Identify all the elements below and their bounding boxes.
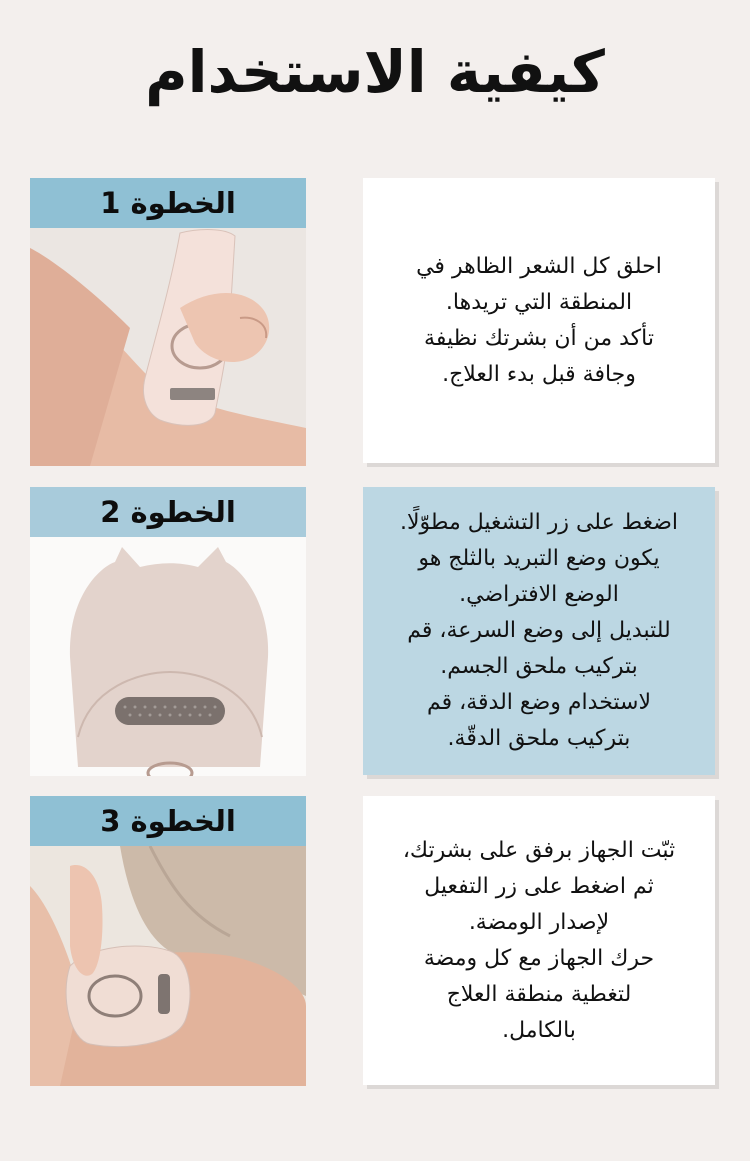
step-3-card: [363, 796, 715, 1085]
step-3-line: حرك الجهاز مع كل ومضة: [423, 945, 655, 971]
step-2-line: لاستخدام وضع الدقة، قم: [426, 690, 652, 715]
step-2-line: للتبديل إلى وضع السرعة، قم: [407, 618, 671, 643]
step-1-line: وجافة قبل بدء العلاج.: [442, 361, 636, 387]
page-title: كيفية الاستخدام: [145, 38, 605, 106]
step-1-panel: [30, 178, 306, 466]
step-1-image: [30, 228, 306, 466]
step-3-line: ثبّت الجهاز برفق على بشرتك،: [402, 837, 676, 863]
step-3-image: [30, 846, 306, 1086]
step-1-card: [363, 178, 715, 463]
step-2-panel: [30, 487, 306, 776]
step-3-line: لتغطية منطقة العلاج: [446, 981, 632, 1007]
step-2-image: [30, 537, 306, 776]
step-2-line: بتركيب ملحق الجسم.: [440, 654, 638, 679]
step-3-line: ثم اضغط على زر التفعيل: [424, 873, 654, 899]
step-3-line: بالكامل.: [502, 1017, 576, 1043]
step-1-header: الخطوة 1: [30, 178, 306, 228]
step-3-line: لإصدار الومضة.: [468, 909, 610, 935]
step-1-line: المنطقة التي تريدها.: [445, 289, 633, 315]
step-2-line: بتركيب ملحق الدقّة.: [447, 726, 631, 751]
step-2-line: الوضع الافتراضي.: [459, 582, 619, 607]
step-2-text: [386, 505, 692, 757]
step-1-text: [402, 249, 676, 393]
step-3-panel: [30, 796, 306, 1086]
step-2-line: يكون وضع التبريد بالثلج هو: [418, 546, 660, 571]
step-2-card: [363, 487, 715, 775]
step-2-header: الخطوة 2: [30, 487, 306, 537]
step-3-header: الخطوة 3: [30, 796, 306, 846]
step-2-line: اضغط على زر التشغيل مطوّلًا.: [400, 510, 678, 535]
step-1-line: احلق كل الشعر الظاهر في: [416, 253, 662, 279]
step-3-text: [389, 833, 689, 1049]
step-1-line: تأكد من أن بشرتك نظيفة: [424, 325, 654, 351]
